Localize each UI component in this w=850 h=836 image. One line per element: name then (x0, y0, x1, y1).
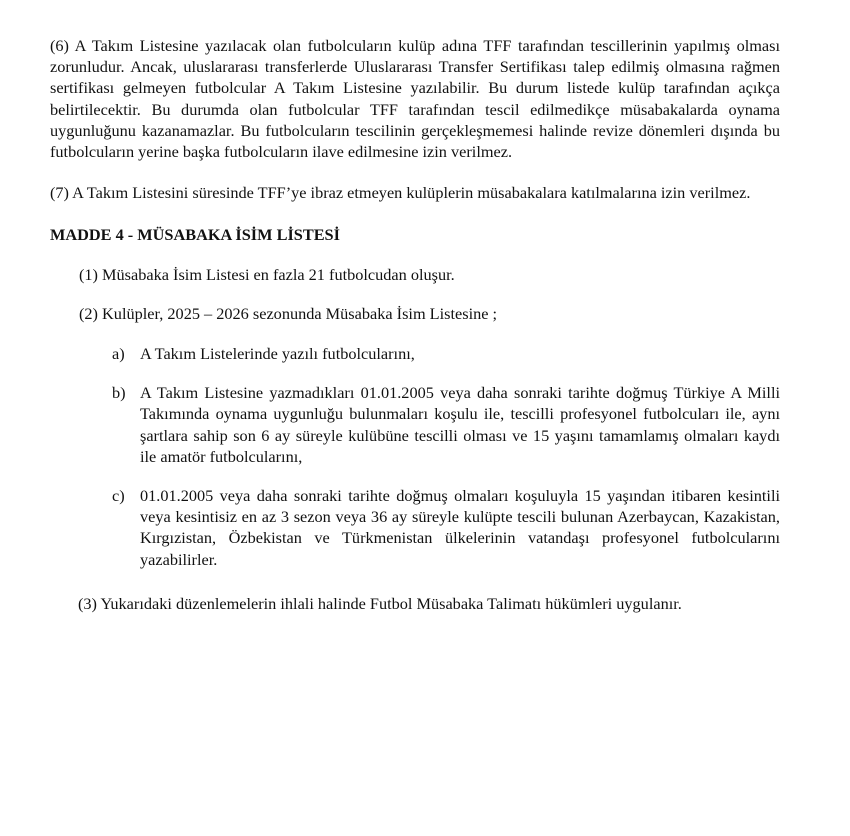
paragraph-7: (7) A Takım Listesini süresinde TFF’ye ibraz etmeyen kulüplerin müsabakalara katılmalarına izin verilmez. (50, 183, 751, 203)
article-item-3: (3) Yukarıdaki düzenlemelerin ihlali halinde Futbol Müsabaka Talimatı hükümleri uygulanır. (78, 593, 682, 613)
paragraph-6: (6) A Takım Listesine yazılacak olan futbolcuların kulüp adına TFF tarafından tescillerinin yapılmış olması zorunludur. Ancak, uluslararası transferlerde Uluslararası Transfer Sertifikası talep edilmiş olmasına rağmen sertifikası gelmeyen futbolcular A Takım Listesine yazılabilir. Bu durum listede kulüp tarafından açıkça belirtilecektir. Bu durumda olan futbolcular TFF tarafından tescil edilmedikçe müsabakalarda oynama uygunluğunu kazanamazlar. Bu futbolcuların tescilinin gerçekleşmemesi halinde revize dönemleri dışında bu futbolcuların yerine başka futbolcuların ilave edilmesine izin verilmez. (50, 36, 780, 162)
sub-item-c (50, 485, 780, 570)
sub-item-marker: a) (112, 344, 125, 364)
article-item-1: (1) Müsabaka İsim Listesi en fazla 21 futbolcudan oluşur. (79, 264, 455, 284)
sub-item-text: 01.01.2005 veya daha sonraki tarihte doğmuş olmaları koşuluyla 15 yaşından itibaren kesintili veya kesintisiz en az 3 sezon veya 36 ay süreyle kulüpte tescili bulunan Azerbaycan, Kazakistan, Kırgızistan, Özbekistan ve Türkmenistan ülkelerinin vatandaşı profesyonel futbolcularını yazabilirler. (140, 486, 780, 569)
sub-item-text: A Takım Listelerinde yazılı futbolcularını, (140, 344, 415, 364)
article-item-2: (2) Kulüpler, 2025 – 2026 sezonunda Müsabaka İsim Listesine ; (79, 303, 498, 323)
article-heading: MADDE 4 - MÜSABAKA İSİM LİSTESİ (50, 225, 340, 245)
sub-item-marker: b) (112, 383, 126, 403)
sub-item-a (50, 343, 780, 364)
sub-item-marker: c) (112, 486, 125, 506)
sub-item-b (50, 382, 780, 467)
sub-item-text: A Takım Listesine yazmadıkları 01.01.2005 veya daha sonraki tarihte doğmuş Türkiye A Milli Takımında oynama uygunluğu bulunmaları koşulu ile, tescilli profesyonel futbolcuları ile, aynı şartlara sahip son 6 ay süreyle kulübüne tescilli olması ve 15 yaşını tamamlamış olmaları kaydı ile amatör futbolcularını, (140, 383, 780, 466)
